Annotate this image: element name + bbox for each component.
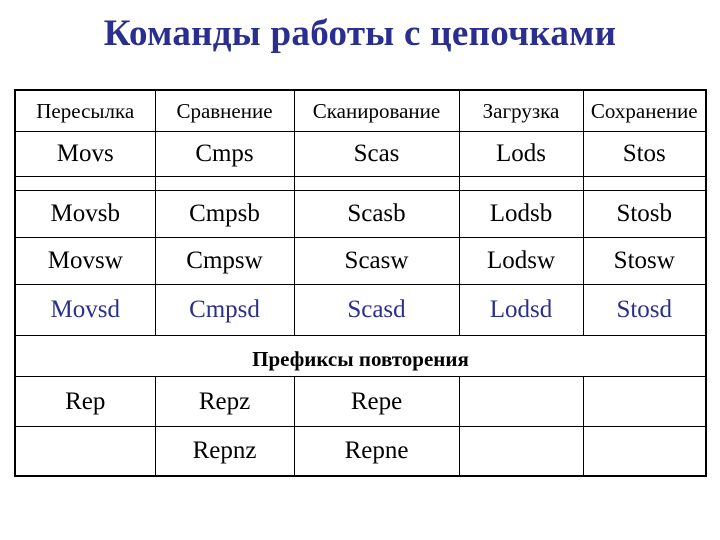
table-row — [15, 377, 706, 427]
prefix-cell — [15, 427, 155, 477]
command-cell: Stos — [583, 132, 706, 177]
command-cell: Lods — [459, 132, 583, 177]
command-cell: Stosw — [583, 238, 706, 285]
command-cell: Movs — [15, 132, 155, 177]
table-header-row — [15, 90, 706, 132]
prefix-heading: Префиксы повторения — [15, 336, 706, 377]
header-cell: Загрузка — [459, 90, 583, 132]
prefix-cell — [459, 377, 583, 427]
command-cell: Scasw — [294, 238, 459, 285]
prefix-cell: Rep — [15, 377, 155, 427]
command-cell: Scas — [294, 132, 459, 177]
command-cell: Cmps — [155, 132, 294, 177]
command-cell: Lodsb — [459, 191, 583, 238]
header-cell: Сохранение — [583, 90, 706, 132]
table-row — [15, 191, 706, 238]
command-cell: Movsd — [15, 285, 155, 336]
prefix-heading-row — [15, 336, 706, 377]
command-cell: Cmpsw — [155, 238, 294, 285]
table-row — [15, 238, 706, 285]
table-row — [15, 132, 706, 177]
prefix-cell — [459, 427, 583, 477]
prefix-cell — [583, 377, 706, 427]
table-row — [15, 427, 706, 477]
prefix-cell: Repz — [155, 377, 294, 427]
command-cell: Movsb — [15, 191, 155, 238]
command-cell: Lodsw — [459, 238, 583, 285]
spacer-row — [15, 177, 706, 191]
header-cell: Пересылка — [15, 90, 155, 132]
prefix-cell: Repe — [294, 377, 459, 427]
table-row — [15, 285, 706, 336]
prefix-cell: Repne — [294, 427, 459, 477]
header-cell: Сравнение — [155, 90, 294, 132]
command-cell: Lodsd — [459, 285, 583, 336]
command-cell: Cmpsb — [155, 191, 294, 238]
string-commands-table — [14, 89, 707, 477]
page-title: Команды работы с цепочками — [103, 13, 617, 54]
prefix-cell: Repnz — [155, 427, 294, 477]
command-cell: Movsw — [15, 238, 155, 285]
command-cell: Stosb — [583, 191, 706, 238]
command-cell: Stosd — [583, 285, 706, 336]
command-cell: Cmpsd — [155, 285, 294, 336]
command-cell: Scasd — [294, 285, 459, 336]
command-cell: Scasb — [294, 191, 459, 238]
prefix-cell — [583, 427, 706, 477]
header-cell: Сканирование — [294, 90, 459, 132]
